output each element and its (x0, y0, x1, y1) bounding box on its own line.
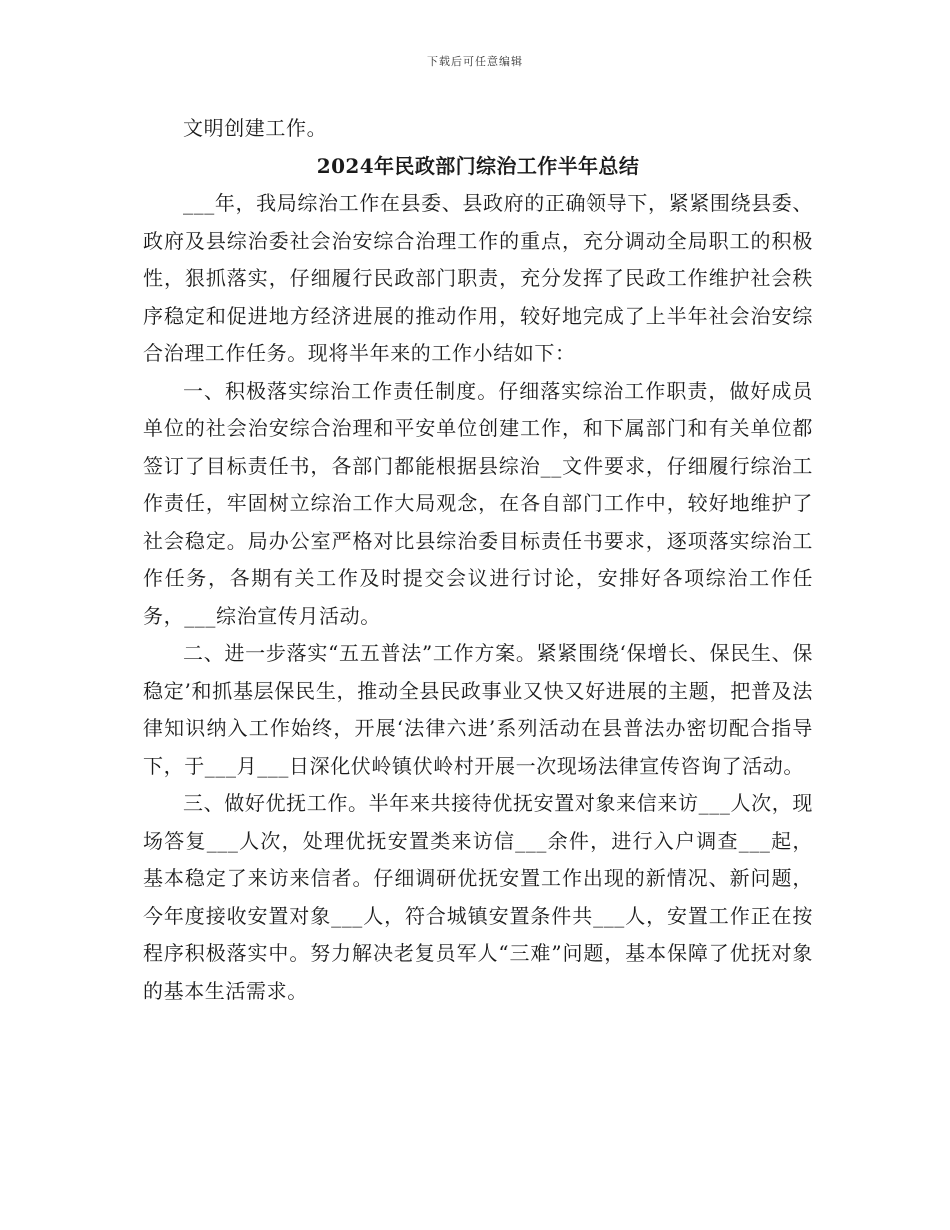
page-header-note: 下载后可任意编辑 (427, 55, 523, 68)
document-body (143, 110, 813, 1010)
paragraph-section-1: 一、积极落实综治工作责任制度。仔细落实综治工作职责，做好成员单位的社会治安综合治理和平安单位创建工作，和下属部门和有关单位都签订了目标责任书，各部门都能根据县综治__文件要求，仔细履行综治工作责任，牢固树立综治工作大局观念，在各自部门工作中，较好地维护了社会稳定。局办公室严格对比县综治委目标责任书要求，逐项落实综治工作任务，各期有关工作及时提交会议进行讨论，安排好各项综治工作任务，___综治宣传月活动。 (143, 378, 813, 628)
document-title: 2024年民政部门综治工作半年总结 (316, 153, 640, 178)
paragraph-section-3: 三、做好优抚工作。半年来共接待优抚安置对象来信来访___人次，现场答复___人次，处理优抚安置类来访信___余件，进行入户调查___起，基本稳定了来访来信者。仔细调研优抚安置工作出现的新情况、新问题，今年度接收安置对象___人，符合城镇安置条件共___人，安置工作正在按程序积极落实中。努力解决老复员军人“三难”问题，基本保障了优抚对象的基本生活需求。 (143, 791, 813, 1003)
paragraph-section-2: 二、进一步落实“五五普法”工作方案。紧紧围绕‘保增长、保民生、保稳定’和抓基层保民生，推动全县民政事业又快又好进展的主题，把普及法律知识纳入工作始终，开展‘法律六进’系列活动在县普法办密切配合指导下，于___月___日深化伏岭镇伏岭村开展一次现场法律宣传咨询了活动。 (143, 641, 813, 778)
lead-paragraph: 文明创建工作。 (183, 116, 328, 140)
paragraph-intro: ___年，我局综治工作在县委、县政府的正确领导下，紧紧围绕县委、政府及县综治委社会治安综合治理工作的重点，充分调动全局职工的积极性，狠抓落实，仔细履行民政部门职责，充分发挥了民政工作维护社会秩序稳定和促进地方经济进展的推动作用，较好地完成了上半年社会治安综合治理工作任务。现将半年来的工作小结如下： (143, 191, 813, 365)
